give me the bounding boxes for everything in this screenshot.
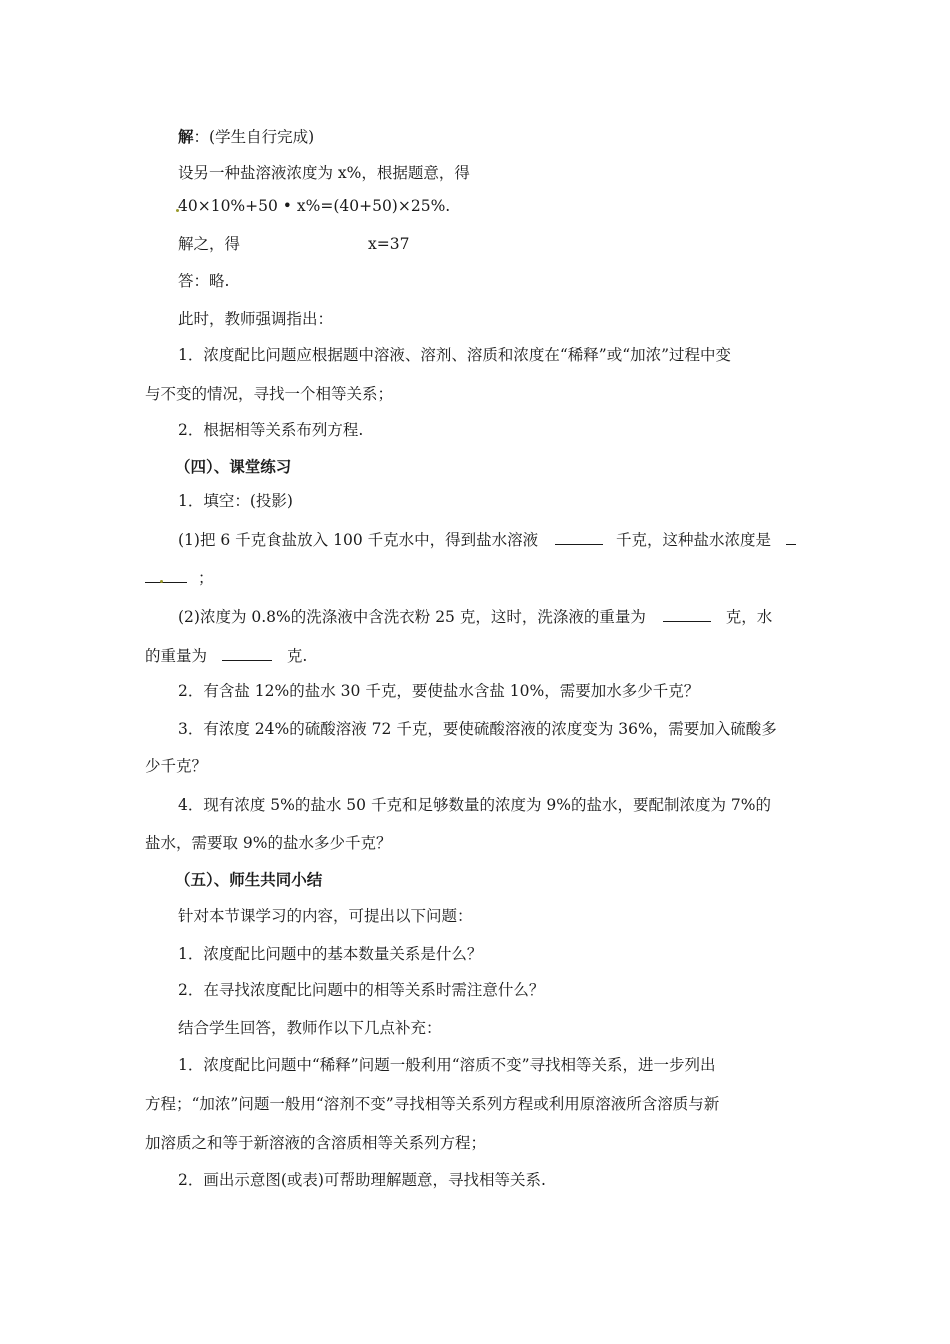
- text-line: 设另一种盐溶液浓度为 x%，根据题意，得: [178, 164, 470, 182]
- text-line: 1．浓度配比问题中“稀释”问题一般利用“溶质不变”寻找相等关系，进一步列出: [178, 1056, 716, 1074]
- text-line: 2．有含盐 12%的盐水 30 千克，要使盐水含盐 10%，需要加水多少千克？: [178, 682, 700, 700]
- solve-label: 解之，得: [178, 235, 241, 253]
- text-line: 盐水，需要取 9%的盐水多少千克？: [145, 834, 392, 852]
- text-line: 结合学生回答，教师作以下几点补充：: [178, 1019, 442, 1037]
- text-line: 2．根据相等关系布列方程.: [178, 421, 364, 439]
- solution-label: 解: [178, 127, 194, 146]
- text-line: 与不变的情况，寻找一个相等关系；: [145, 385, 394, 403]
- text-line: 1．浓度配比问题中的基本数量关系是什么？: [178, 945, 483, 963]
- question-text: 的重量为: [145, 647, 208, 665]
- question-text: 克.: [286, 647, 308, 665]
- answer-blank[interactable]: [786, 529, 796, 545]
- answer-blank[interactable]: [663, 606, 711, 622]
- text-line: 加溶质之和等于新溶液的含溶质相等关系列方程；: [145, 1134, 487, 1152]
- text-line: 少千克？: [145, 757, 208, 775]
- fill-blank-line: [178, 606, 772, 627]
- question-text: 千克，这种盐水浓度是: [616, 531, 772, 549]
- text-line: 2．画出示意图(或表)可帮助理解题意，寻找相等关系.: [178, 1171, 546, 1189]
- fill-blank-line: [145, 645, 307, 666]
- text-line: 4．现有浓度 5%的盐水 50 千克和足够数量的浓度为 9%的盐水，要配制浓度为 7%的: [178, 796, 771, 814]
- fill-blank-line: [178, 529, 796, 550]
- semicolon: ；: [197, 569, 214, 587]
- solve-result: x=37: [368, 235, 410, 253]
- section-heading-4: （四）、课堂练习: [175, 457, 292, 476]
- text-line: 1．浓度配比问题应根据题中溶液、溶剂、溶质和浓度在“稀释”或“加浓”过程中变: [178, 346, 732, 364]
- text-line: 此时，教师强调指出：: [178, 310, 334, 328]
- text-line: 方程；“加浓”问题一般用“溶剂不变”寻找相等关系列方程或利用原溶液所含溶质与新: [145, 1095, 720, 1113]
- text-line: 答：略.: [178, 272, 230, 290]
- question-text: (1)把 6 千克食盐放入 100 千克水中，得到盐水溶液: [178, 531, 539, 549]
- solution-note: ：(学生自行完成): [193, 128, 315, 146]
- text-line: 3．有浓度 24%的硫酸溶液 72 千克，要使硫酸溶液的浓度变为 36%，需要加入硫酸多: [178, 720, 777, 738]
- answer-blank[interactable]: [222, 645, 272, 661]
- stray-mark-icon: [160, 580, 163, 583]
- equation-line: 40×10%+50 • x%=(40+50)×25%.: [178, 197, 451, 215]
- answer-blank[interactable]: [555, 529, 603, 545]
- fill-blank-line: [145, 567, 213, 588]
- section-heading-5: （五）、师生共同小结: [175, 870, 323, 889]
- solution-heading: [178, 127, 314, 147]
- text-line: 针对本节课学习的内容，可提出以下问题：: [178, 907, 473, 925]
- question-text: 克，水: [725, 608, 773, 626]
- text-line: 1．填空：(投影): [178, 492, 293, 510]
- question-text: (2)浓度为 0.8%的洗涤液中含洗衣粉 25 克，这时，洗涤液的重量为: [178, 608, 646, 626]
- text-line: 2．在寻找浓度配比问题中的相等关系时需注意什么？: [178, 981, 545, 999]
- answer-blank[interactable]: [145, 567, 187, 583]
